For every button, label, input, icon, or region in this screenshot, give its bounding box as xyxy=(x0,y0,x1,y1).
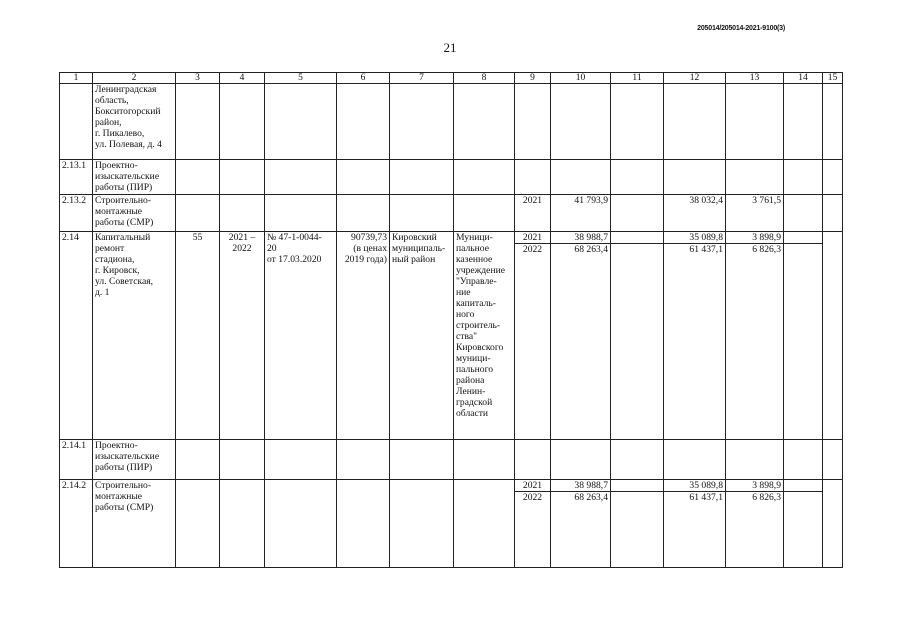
table-row xyxy=(60,232,843,440)
column-header: 9 xyxy=(515,73,551,84)
column-header: 6 xyxy=(337,73,390,84)
estimated-cost-cell: 90739,73 (в ценах 2019 года) xyxy=(337,232,390,440)
year-cell: 2022 xyxy=(515,243,550,255)
table-row xyxy=(60,84,843,160)
total-amount-cell: 41 793,9 xyxy=(551,195,611,232)
year-cell: 2022 xyxy=(515,491,550,503)
row-number-cell: 2.14 xyxy=(60,232,93,440)
local-amount-cell: 3 898,9 xyxy=(752,480,781,491)
regional-amount-cell: 38 032,4 xyxy=(664,195,726,232)
work-type-cell: Строительно- монтажные работы (СМР) xyxy=(93,195,176,232)
row-number-cell: 2.14.1 xyxy=(60,440,93,480)
total-amount-cell: 68 263,4 xyxy=(551,491,610,503)
column-header: 12 xyxy=(664,73,726,84)
program-table xyxy=(59,72,843,568)
column-header: 11 xyxy=(611,73,664,84)
work-type-cell: Проектно- изыскательские работы (ПИР) xyxy=(93,160,176,195)
column-header: 5 xyxy=(265,73,337,84)
municipality-cell: Кировский муниципаль- ный район xyxy=(390,232,454,440)
column-header: 2 xyxy=(93,73,176,84)
column-header: 10 xyxy=(551,73,611,84)
regional-amount-cell: 61 437,1 xyxy=(664,243,725,255)
year-cell: 2021 xyxy=(515,195,551,232)
total-amount-cell: 38 988,7 xyxy=(574,480,608,491)
column-header: 7 xyxy=(390,73,454,84)
local-amount-cell: 6 826,3 xyxy=(726,243,783,255)
local-amount-cell: 3 761,5 xyxy=(726,195,784,232)
column-header: 3 xyxy=(176,73,220,84)
row-number-cell: 2.14.2 xyxy=(60,480,93,568)
capacity-cell: 55 xyxy=(176,232,220,440)
table-cell xyxy=(60,84,93,160)
period-cell: 2021 – 2022 xyxy=(220,232,265,440)
expertise-cell: № 47-1-0044- 20 от 17.03.2020 xyxy=(265,232,337,440)
page-number: 21 xyxy=(443,40,457,55)
total-amount-cell: 38 988,7 xyxy=(574,232,608,243)
total-amount-cell: 68 263,4 xyxy=(551,243,610,255)
row-number-cell: 2.13.2 xyxy=(60,195,93,232)
table-row xyxy=(60,160,843,195)
regional-amount-cell: 35 089,8 xyxy=(689,480,723,491)
column-header: 4 xyxy=(220,73,265,84)
year-cell: 2021 xyxy=(522,232,543,243)
year-cell: 2021 xyxy=(522,480,543,491)
object-name-cell: Капитальный ремонт стадиона, г. Кировск, ул. Советская, д. 1 xyxy=(93,232,176,440)
object-address-cell: Ленинградская область, Бокситогорский район, г. Пикалево, ул. Полевая, д. 4 xyxy=(93,84,176,160)
table-row xyxy=(60,480,843,568)
work-type-cell: Строительно- монтажные работы (СМР) xyxy=(93,480,176,568)
row-number-cell: 2.13.1 xyxy=(60,160,93,195)
column-header: 1 xyxy=(60,73,93,84)
table-row xyxy=(60,195,843,232)
customer-cell: Муници- пальное казенное учреждение "Управле- ние капиталь- ного строитель- ства" Кировского муници- пального района Ленин- градской области xyxy=(454,232,515,440)
local-amount-cell: 6 826,3 xyxy=(726,491,783,503)
column-header: 8 xyxy=(454,73,515,84)
column-header: 13 xyxy=(726,73,784,84)
table-row xyxy=(60,440,843,480)
work-type-cell: Проектно- изыскательские работы (ПИР) xyxy=(93,440,176,480)
column-header: 15 xyxy=(823,73,843,84)
regional-amount-cell: 35 089,8 xyxy=(689,232,723,243)
column-number-header-row xyxy=(60,73,843,84)
local-amount-cell: 3 898,9 xyxy=(752,232,781,243)
document-code: 205014/205014-2021-9100(3) xyxy=(697,25,785,32)
column-header: 14 xyxy=(784,73,823,84)
regional-amount-cell: 61 437,1 xyxy=(664,491,725,503)
